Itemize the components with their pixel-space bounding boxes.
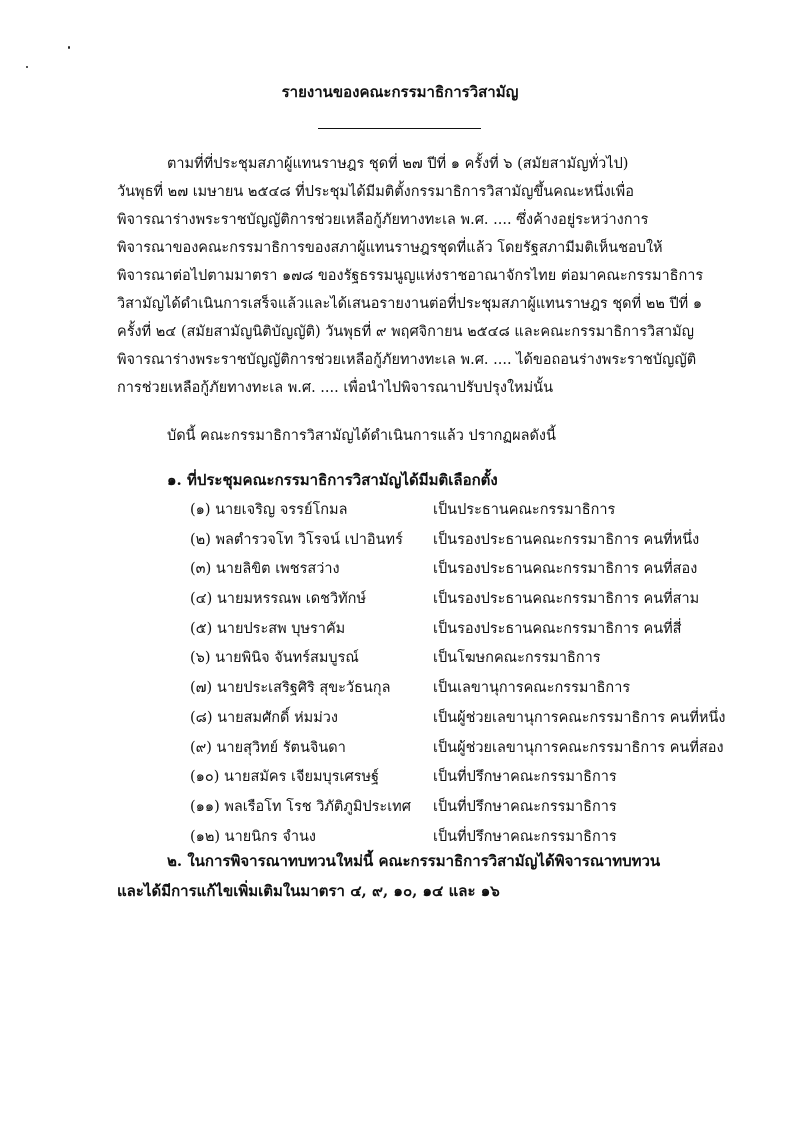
member-name: (๕) นายประสพ บุษราคัม [190,620,346,637]
section-2-line: ๒. ในการพิจารณาทบทวนใหม่นี้ คณะกรรมาธิการวิสามัญได้พิจารณาทบทวน [167,852,661,870]
member-role: เป็นที่ปรึกษาคณะกรรมาธิการ [433,798,617,815]
member-name: (๖) นายพินิจ จันทร์สมบูรณ์ [190,650,359,667]
section-2 [117,846,747,906]
member-name: (๗) นายประเสริฐศิริ สุขะวัธนกุล [190,680,391,697]
member-role: เป็นผู้ช่วยเลขานุการคณะกรรมาธิการ คนที่สอง [433,739,724,756]
opening-paragraph [117,150,737,402]
member-row [190,704,750,734]
member-name: (๑๐) นายสมัคร เจียมบุรเศรษฐ์ [190,769,380,786]
member-row [190,644,750,674]
member-name: (๘) นายสมศักดิ์ ห่มม่วง [190,709,338,726]
member-role: เป็นที่ปรึกษาคณะกรรมาธิการ [433,769,617,786]
member-name: (๒) พลตำรวจโท วิโรจน์ เปาอินทร์ [190,531,403,548]
paragraph-line: การช่วยเหลือกู้ภัยทางทะเล พ.ศ. .... เพื่อนำไปพิจารณาปรับปรุงใหม่นั้น [117,380,553,396]
member-role: เป็นรองประธานคณะกรรมาธิการ คนที่หนึ่ง [433,531,700,548]
section-2-line: และได้มีการแก้ไขเพิ่มเติมในมาตรา ๔, ๙, ๑๐, ๑๔ และ ๑๖ [117,882,500,900]
scan-speck [68,46,70,49]
member-row [190,793,750,823]
member-row [190,496,750,526]
paragraph-line: วันพุธที่ ๒๗ เมษายน ๒๕๔๘ ที่ประชุมได้มีมติตั้งกรรมาธิการวิสามัญขึ้นคณะหนึ่งเพื่อ [117,184,634,200]
member-name: (๑๒) นายนิกร จำนง [190,828,316,845]
paragraph-line: พิจารณาร่างพระราชบัญญัติการช่วยเหลือกู้ภัยทางทะเล พ.ศ. .... ได้ขอถอนร่างพระราชบัญญัติ [117,352,697,368]
member-row [190,674,750,704]
paragraph-line: วิสามัญได้ดำเนินการเสร็จแล้วและได้เสนอรายงานต่อที่ประชุมสภาผู้แทนราษฎร ชุดที่ ๒๒ ปีที่ ๑ [117,296,703,312]
member-row [190,615,750,645]
committee-member-list [190,496,750,852]
member-role: เป็นผู้ช่วยเลขานุการคณะกรรมาธิการ คนที่หนึ่ง [433,709,726,726]
member-row [190,763,750,793]
paragraph-line: พิจารณาต่อไปตามมาตรา ๑๗๘ ของรัฐธรรมนูญแห่งราชอาณาจักรไทย ต่อมาคณะกรรมาธิการ [117,268,704,284]
member-role: เป็นประธานคณะกรรมาธิการ [433,502,616,518]
member-name: (๓) นายลิขิต เพชรสว่าง [190,561,340,578]
member-row [190,555,750,585]
scan-speck [26,66,28,68]
member-name: (๙) นายสุวิทย์ รัตนจินดา [190,739,346,756]
member-row [190,734,750,764]
section-1-heading: ๑. ที่ประชุมคณะกรรมาธิการวิสามัญได้มีมติเลือกตั้ง [167,471,498,489]
results-intro: บัดนี้ คณะกรรมาธิการวิสามัญได้ดำเนินการแล้ว ปรากฏผลดังนี้ [167,428,556,444]
member-role: เป็นรองประธานคณะกรรมาธิการ คนที่สี่ [433,620,682,637]
member-name: (๑) นายเจริญ จรรย์โกมล [190,502,348,518]
member-role: เป็นเลขานุการคณะกรรมาธิการ [433,680,631,697]
member-role: เป็นที่ปรึกษาคณะกรรมาธิการ [433,828,617,845]
member-row [190,526,750,556]
member-role: เป็นโฆษกคณะกรรมาธิการ [433,650,601,667]
paragraph-line: พิจารณาของคณะกรรมาธิการของสภาผู้แทนราษฎรชุดที่แล้ว โดยรัฐสภามีมติเห็นชอบให้ [117,240,663,256]
document-title: รายงานของคณะกรรมาธิการวิสามัญ [281,83,519,101]
paragraph-line: พิจารณาร่างพระราชบัญญัติการช่วยเหลือกู้ภัยทางทะเล พ.ศ. .... ซึ่งค้างอยู่ระหว่างการ [117,212,649,228]
member-row [190,585,750,615]
member-name: (๑๑) พลเรือโท โรช วิภัติภูมิประเทศ [190,798,411,815]
member-role: เป็นรองประธานคณะกรรมาธิการ คนที่สาม [433,591,700,608]
member-role: เป็นรองประธานคณะกรรมาธิการ คนที่สอง [433,561,698,578]
paragraph-line: ครั้งที่ ๒๔ (สมัยสามัญนิติบัญญัติ) วันพุธที่ ๙ พฤศจิกายน ๒๕๔๘ และคณะกรรมาธิการวิสามัญ [117,324,695,340]
title-underline [318,128,481,129]
member-name: (๔) นายมหรรณพ เดชวิทักษ์ [190,591,367,608]
paragraph-line: ตามที่ที่ประชุมสภาผู้แทนราษฎร ชุดที่ ๒๗ ปีที่ ๑ ครั้งที่ ๖ (สมัยสามัญทั่วไป) [167,156,629,172]
